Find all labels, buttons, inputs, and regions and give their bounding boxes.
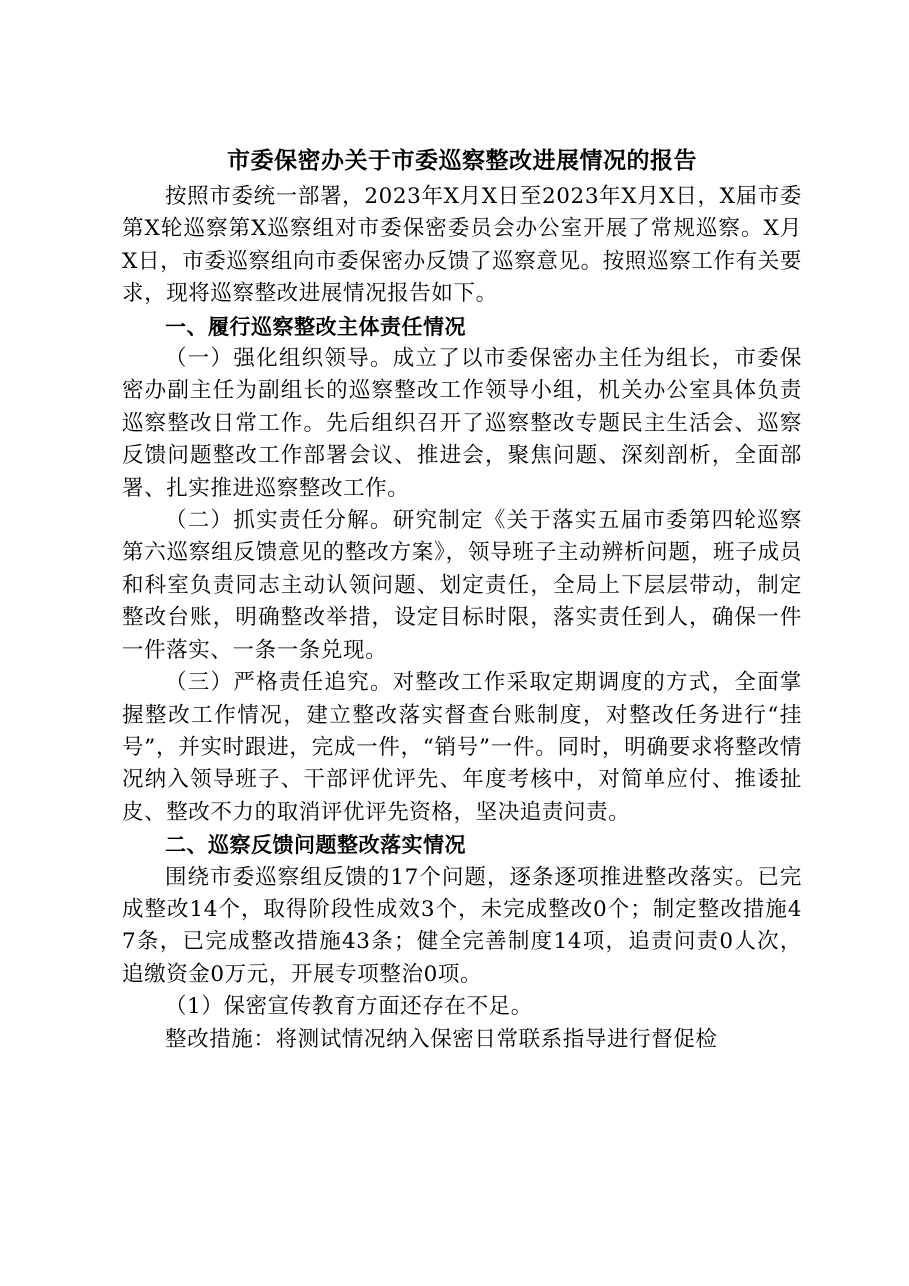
section-heading-2: 二、巡察反馈问题整改落实情况 — [165, 833, 466, 858]
section2-paragraph-2: （1）保密宣传教育方面还存在不足。 — [165, 994, 533, 1020]
section2-paragraph-3: 整改措施：将测试情况纳入保密日常联系指导进行督促检 — [165, 1026, 718, 1052]
section2-paragraph-1: 围绕市委巡察组反馈的17个问题，逐条逐项推进整改落实。已完成整改14个，取得阶段性成效3个，未完成整改0个；制定整改措施47条，已完成整改措施43条；健全完善制度14项，追责问责0人次，追缴资金0万元，开展专项整治0项。 — [122, 864, 802, 987]
section1-paragraph-2: （二）抓实责任分解。研究制定《关于落实五届市委第四轮巡察第六巡察组反馈意见的整改方案》，领导班子主动辨析问题，班子成员和科室负责同志主动认领问题、划定责任，全局上下层层带动，制定整改台账，明确整改举措，设定目标时限，落实责任到人，确保一件一件落实、一条一条兑现。 — [122, 508, 802, 663]
section-heading-1: 一、履行巡察整改主体责任情况 — [165, 314, 466, 339]
section1-paragraph-3: （三）严格责任追究。对整改工作采取定期调度的方式，全面掌握整改工作情况，建立整改落实督查台账制度，对整改任务进行“挂号”，并实时跟进，完成一件，“销号”一件。同时，明确要求将整改情况纳入领导班子、干部评优评先、年度考核中，对简单应付、推诿扯皮、整改不力的取消评优评先资格，坚决追责问责。 — [122, 670, 802, 825]
section1-paragraph-1: （一）强化组织领导。成立了以市委保密办主任为组长，市委保密办副主任为副组长的巡察整改工作领导小组，机关办公室具体负责巡察整改日常工作。先后组织召开了巡察整改专题民主生活会、巡察反馈问题整改工作部署会议、推进会，聚焦问题、深刻剖析，全面部署、扎实推进巡察整改工作。 — [122, 346, 802, 501]
document-title: 市委保密办关于市委巡察整改进展情况的报告 — [227, 147, 697, 174]
intro-paragraph: 按照市委统一部署，2023年X月X日至2023年X月X日，X届市委第X轮巡察第X巡察组对市委保密委员会办公室开展了常规巡察。X月X日，市委巡察组向市委保密办反馈了巡察意见。按照巡察工作有关要求，现将巡察整改进展情况报告如下。 — [122, 184, 802, 307]
document-page — [122, 145, 802, 1056]
